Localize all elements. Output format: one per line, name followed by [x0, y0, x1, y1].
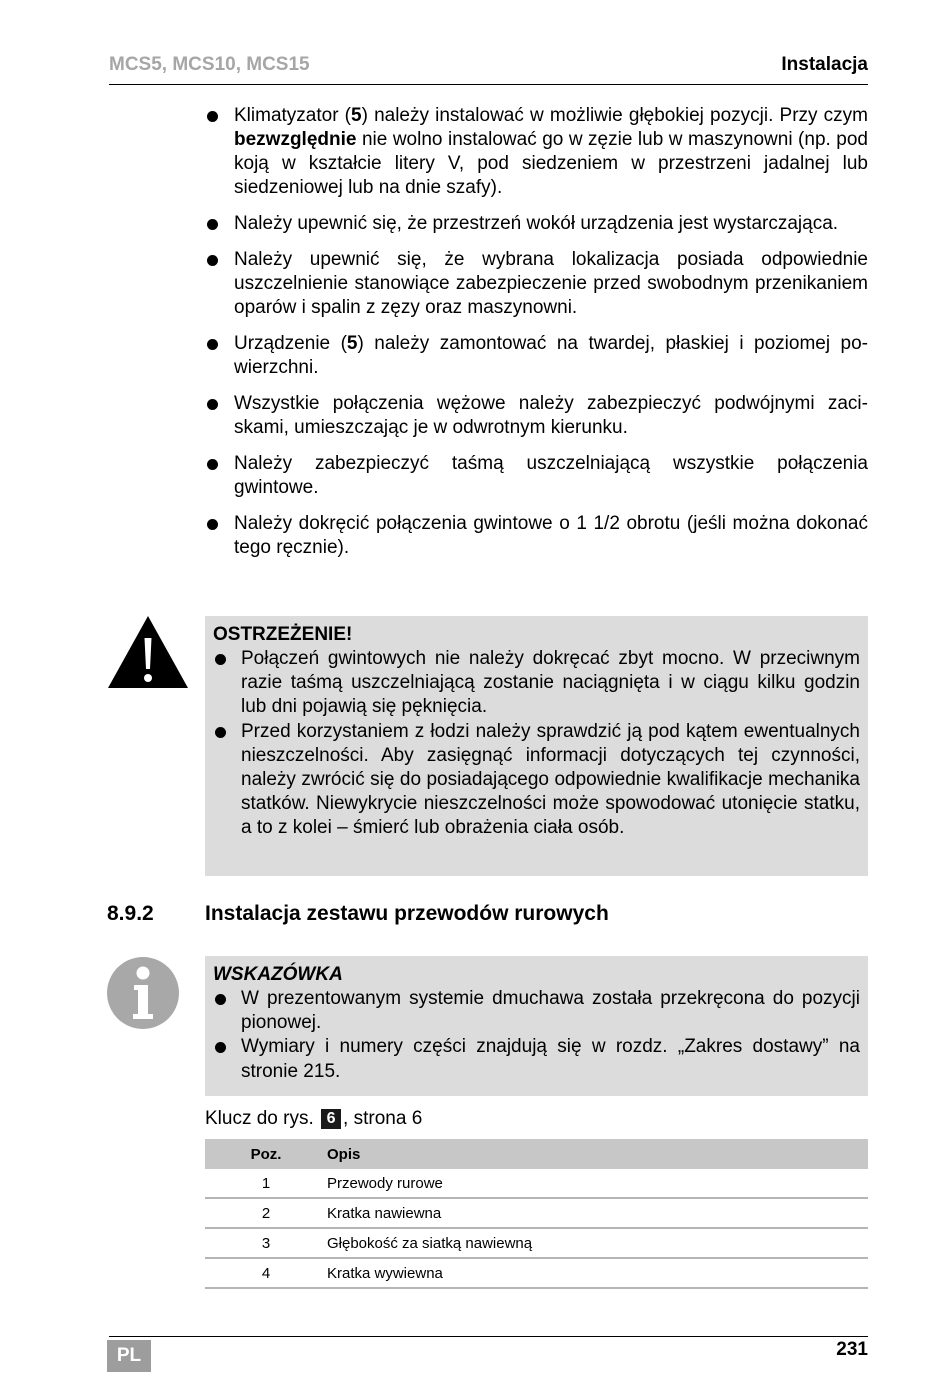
header-models: MCS5, MCS10, MCS15 — [109, 54, 310, 75]
list-item: Należy upewnić się, że przestrzeń wokół urządzenia jest wystarczająca. — [205, 212, 868, 236]
column-header-opis: Opis — [327, 1139, 868, 1169]
list-item: Wymiary i numery części znajdują się w rozdz. „Zakres dostawy” na stronie 215. — [213, 1035, 860, 1083]
table-row: 1 Przewody rurowe — [205, 1169, 868, 1198]
figure-number-badge: 6 — [321, 1109, 341, 1129]
table-row: 4 Kratka wywiewna — [205, 1258, 868, 1288]
section-number: 8.9.2 — [107, 902, 154, 925]
warning-title: OSTRZEŻENIE! — [213, 624, 353, 645]
list-item: Należy zabezpieczyć taśmą uszczelniającą wszystkie połączenia gwintowe. — [205, 452, 868, 500]
info-icon — [106, 956, 180, 1030]
list-item: Połączeń gwintowych nie należy dokręcać zbyt mocno. W przeciwnym razie taśmą uszczelniającą zostanie naciągnięta i w ciągu kilku godzin lub dni pojawią się pęknięcia. — [213, 647, 860, 720]
header-rule — [109, 84, 868, 85]
list-item: Wszystkie połączenia wężowe należy zabezpieczyć podwójnymi zaciskami, umieszczając je w odwrotnym kierunku. — [205, 392, 868, 440]
list-item: Klimatyzator (5) należy instalować w możliwie głębokiej pozycji. Przy czym bezwzględnie nie wolno instalować go w zęzie lub w maszynowni (np. pod koją w kształcie litery V, pod siedzeniem w przestrzeni jadalnej lub siedzeniowej lub na dnie szafy). — [205, 104, 868, 200]
figure-key-line: Klucz do rys. 6 , strona 6 — [205, 1108, 423, 1129]
column-header-poz: Poz. — [205, 1139, 327, 1169]
warning-box — [205, 616, 868, 876]
list-item: Przed korzystaniem z łodzi należy sprawdzić ją pod kątem ewentualnych nieszczelności. Aby zasięgnąć informacji dotyczących tej czynności, należy zwrócić się do posiadającego odpowiednie kwalifikacje mechanika statków. Niewykrycie nieszczelności może spowodować utonięcie statku, a to z kolei – śmierć lub obrażenia ciała osób. — [213, 720, 860, 841]
page-number: 231 — [836, 1339, 868, 1360]
table-row: 3 Głębokość za siatką nawiewną — [205, 1228, 868, 1258]
language-badge: PL — [107, 1340, 151, 1372]
list-item: W prezentowanym systemie dmuchawa została przekręcona do pozycji pionowej. — [213, 987, 860, 1035]
footer-rule — [109, 1336, 868, 1337]
installation-bullet-list — [205, 104, 868, 572]
list-item: Należy dokręcić połączenia gwintowe o 1 1/2 obrotu (jeśli można dokonać tego ręcznie). — [205, 512, 868, 560]
list-item: Należy upewnić się, że wybrana lokalizacja posiada odpowiednie uszczelnienie stanowiące zabezpieczenie przed swobodnym przenikaniem oparów i spalin z zęzy oraz maszynowni. — [205, 248, 868, 320]
table-row: 2 Kratka nawiewna — [205, 1198, 868, 1228]
note-title: WSKAZÓWKA — [213, 964, 343, 985]
note-box — [205, 956, 868, 1096]
warning-triangle-icon — [106, 614, 190, 690]
header-chapter: Instalacja — [781, 54, 868, 75]
list-item: Urządzenie (5) należy zamontować na twardej, płaskiej i poziomej powierzchni. — [205, 332, 868, 380]
section-title: Instalacja zestawu przewodów rurowych — [205, 902, 609, 925]
parts-table — [205, 1139, 868, 1289]
